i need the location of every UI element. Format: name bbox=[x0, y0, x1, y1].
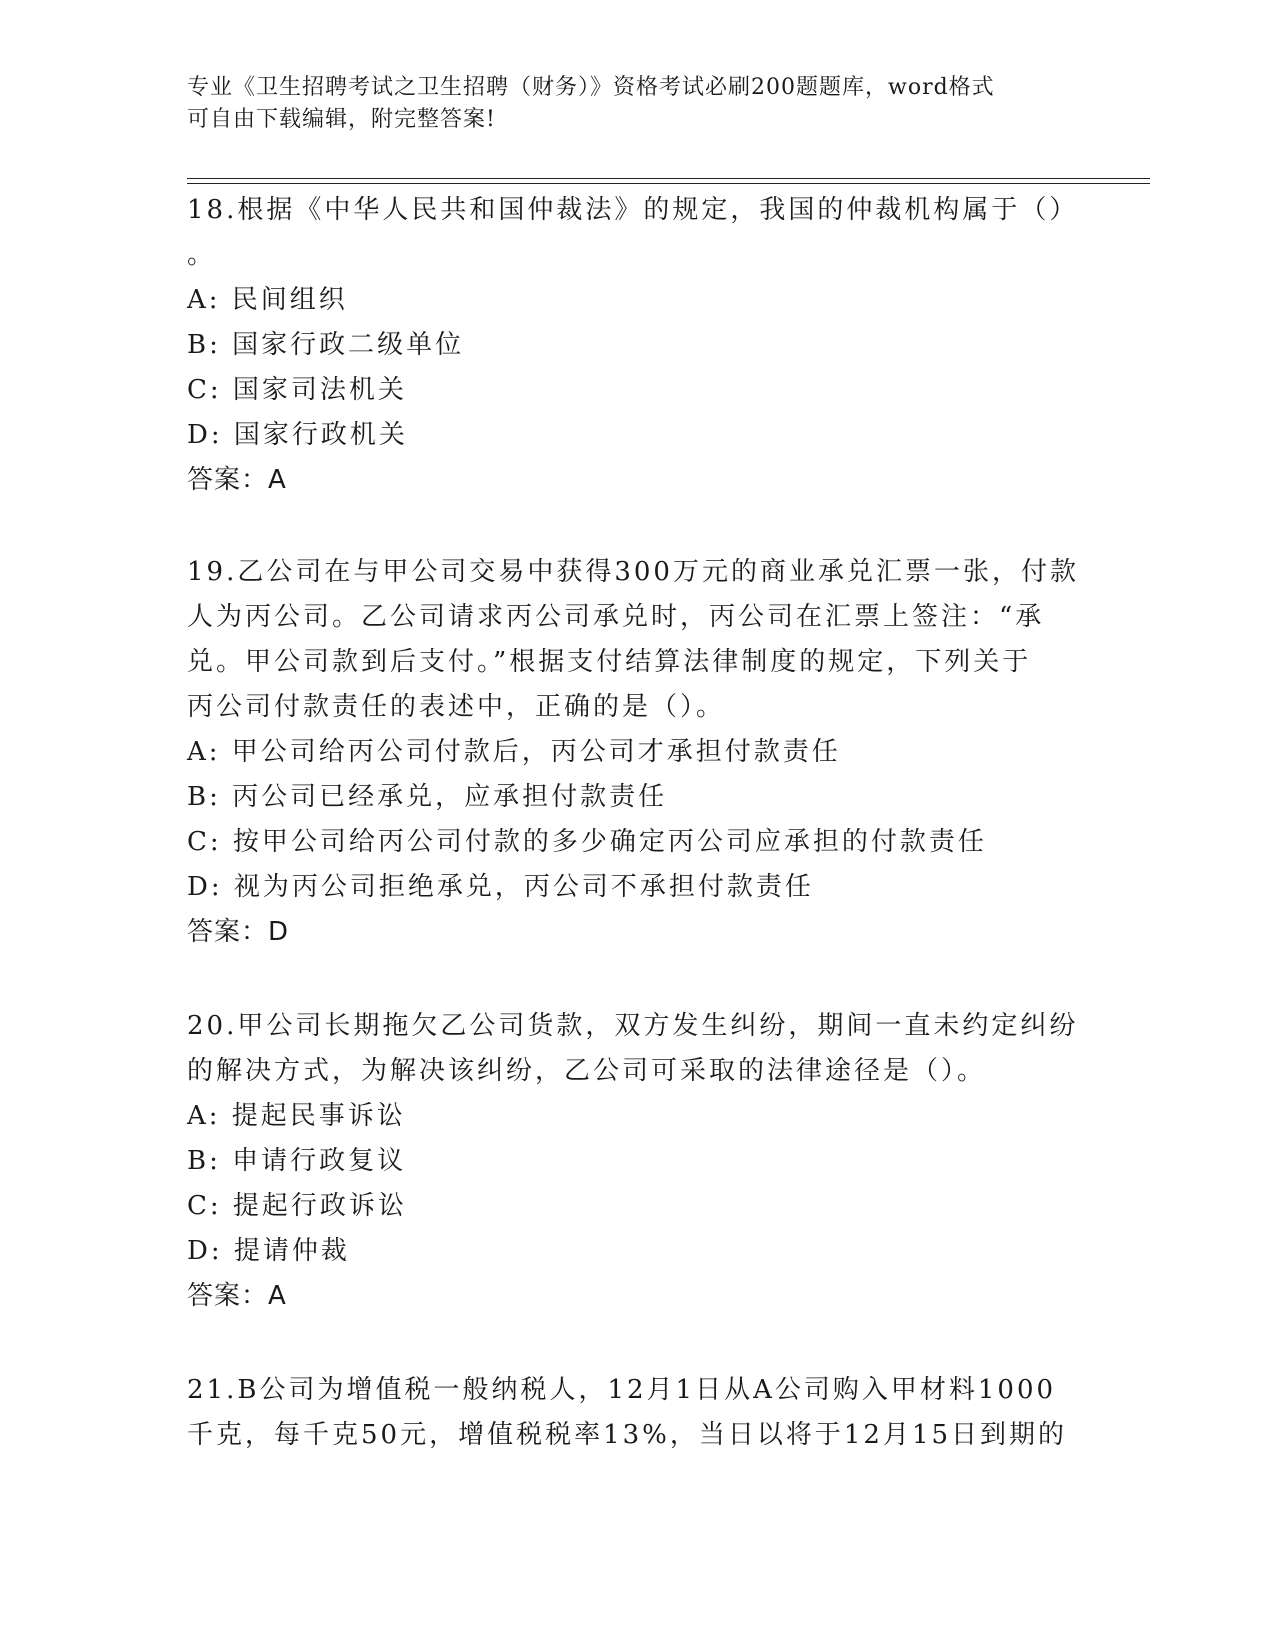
question-19 bbox=[187, 550, 1087, 955]
question-stem-line: 人为丙公司。乙公司请求丙公司承兑时，丙公司在汇票上签注：“承 bbox=[187, 602, 1045, 632]
header-title-line-1: 专业《卫生招聘考试之卫生招聘（财务）》资格考试必刷200题题库，word格式 bbox=[187, 75, 995, 100]
question-stem-line: 的解决方式，为解决该纠纷，乙公司可采取的法律途径是（）。 bbox=[187, 1056, 987, 1086]
option-d: D: 视为丙公司拒绝承兑，丙公司不承担付款责任 bbox=[187, 872, 814, 902]
option-c: C: 按甲公司给丙公司付款的多少确定丙公司应承担的付款责任 bbox=[187, 827, 987, 857]
option-a: A: 甲公司给丙公司付款后，丙公司才承担付款责任 bbox=[187, 737, 841, 767]
question-stem-line: 兑。甲公司款到后支付。”根据支付结算法律制度的规定，下列关于 bbox=[187, 647, 1032, 677]
header-title-line-2: 可自由下载编辑，附完整答案! bbox=[187, 107, 496, 132]
question-stem-line: 丙公司付款责任的表述中，正确的是（）。 bbox=[187, 692, 726, 722]
document-header bbox=[187, 72, 1067, 136]
answer-line: 答案：D bbox=[187, 917, 290, 947]
header-divider-top bbox=[187, 178, 1150, 179]
option-b: B: 申请行政复议 bbox=[187, 1146, 407, 1176]
question-18 bbox=[187, 188, 1087, 503]
option-d: D: 国家行政机关 bbox=[187, 420, 408, 450]
question-stem-line: 千克，每千克50元，增值税税率13%，当日以将于12月15日到期的 bbox=[187, 1420, 1068, 1450]
question-20 bbox=[187, 1004, 1087, 1319]
option-b: B: 丙公司已经承兑，应承担付款责任 bbox=[187, 782, 668, 812]
question-stem-line: 19.乙公司在与甲公司交易中获得300万元的商业承兑汇票一张，付款 bbox=[187, 557, 1079, 587]
option-d: D: 提请仲裁 bbox=[187, 1236, 350, 1266]
option-c: C: 提起行政诉讼 bbox=[187, 1191, 407, 1221]
question-stem-line: 18.根据《中华人民共和国仲裁法》的规定，我国的仲裁机构属于（） bbox=[187, 195, 1079, 225]
option-a: A: 民间组织 bbox=[187, 285, 348, 315]
question-stem-line: 20.甲公司长期拖欠乙公司货款，双方发生纠纷，期间一直未约定纠纷 bbox=[187, 1011, 1079, 1041]
header-divider-bottom bbox=[187, 183, 1150, 184]
answer-line: 答案：A bbox=[187, 1281, 287, 1311]
question-21 bbox=[187, 1368, 1087, 1458]
question-stem-line: 。 bbox=[187, 240, 217, 270]
option-c: C: 国家司法机关 bbox=[187, 375, 407, 405]
question-stem-line: 21.B公司为增值税一般纳税人，12月1日从A公司购入甲材料1000 bbox=[187, 1375, 1057, 1405]
option-b: B: 国家行政二级单位 bbox=[187, 330, 465, 360]
option-a: A: 提起民事诉讼 bbox=[187, 1101, 406, 1131]
answer-line: 答案：A bbox=[187, 465, 287, 495]
